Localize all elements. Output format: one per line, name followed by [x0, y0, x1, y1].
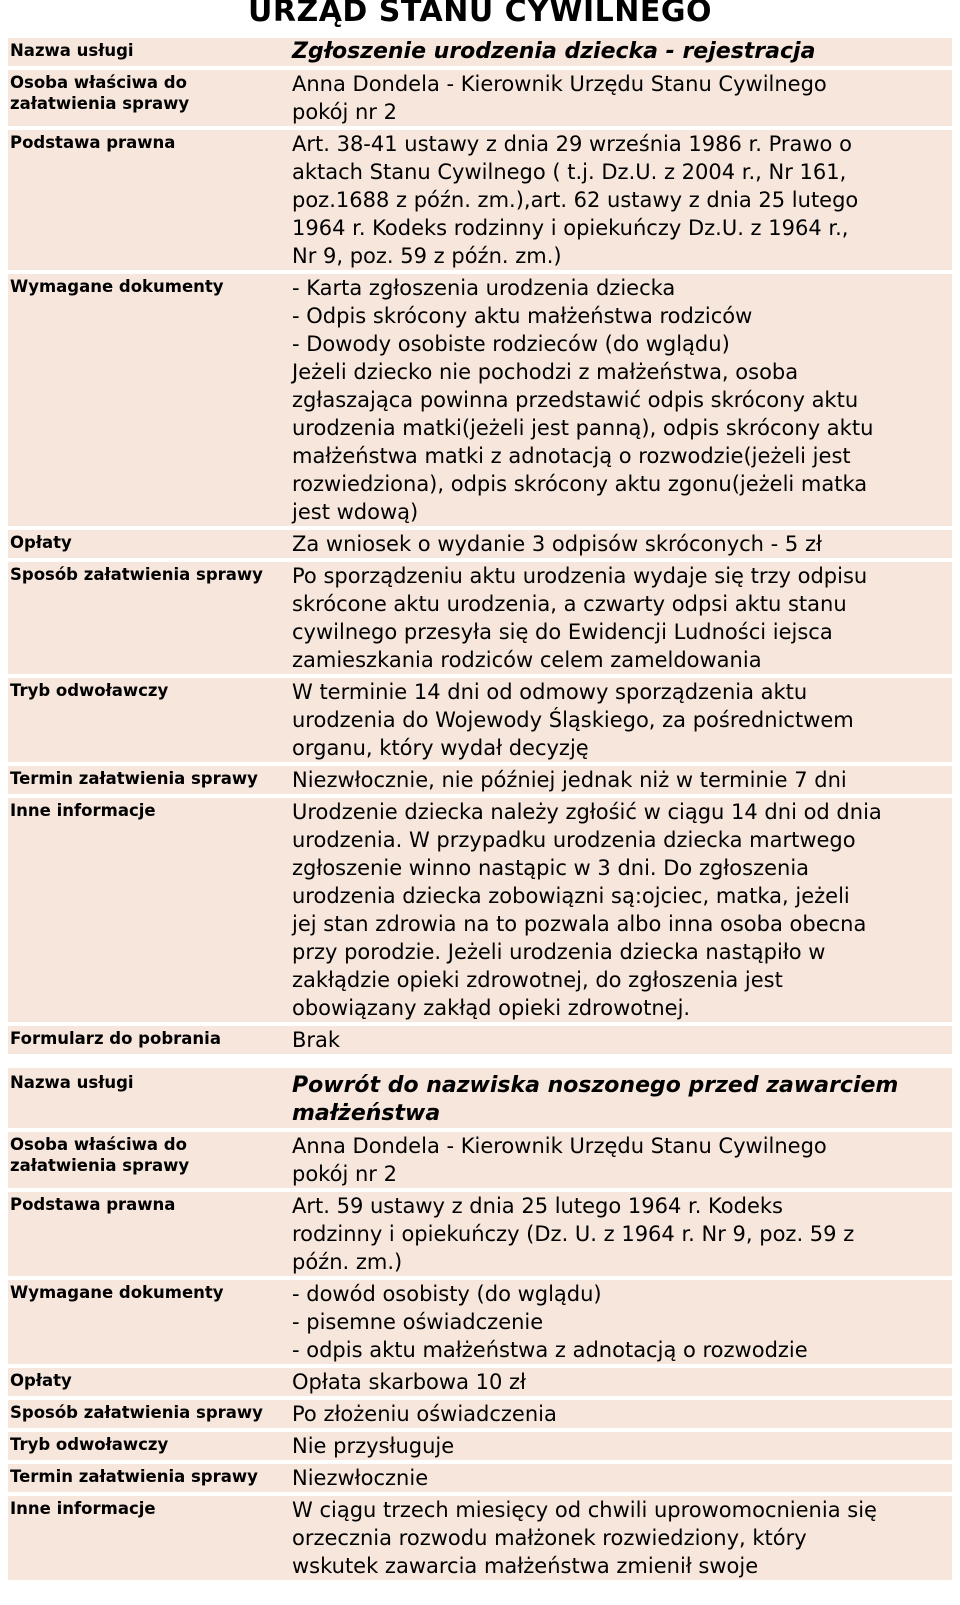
label-responsible-person: Osoba właściwa do załatwienia sprawy — [8, 70, 288, 126]
value-form-download: Brak — [288, 1026, 952, 1054]
value-required-documents: - dowód osobisty (do wglądu) - pisemne oświadczenie - odpis aktu małżeństwa z adnotacją o rozwodzie — [288, 1280, 952, 1364]
value-service-name: Powrót do nazwiska noszonego przed zawarciem małżeństwa — [288, 1068, 952, 1128]
value-other-info: Urodzenie dziecka należy zgłośić w ciągu 14 dni od dnia urodzenia. W przypadku urodzenia dziecka martwego zgłoszenie winno nastąpic w 3 dni. Do zgłoszenia urodzenia dziecka zobowiązni są:ojciec, matka, jeżeli jej stan zdrowia na to pozwala albo inna osoba obecna przy porodzie. Jeżeli urodzenia dziecka nastąpiło w zakłądzie opieki zdrowotnej, do zgłoszenia jest obowiązany zakłąd opieki zdrowotnej. — [288, 798, 952, 1022]
row-appeal-procedure — [8, 1432, 952, 1460]
value-deadline: Niezwłocznie, nie później jednak niż w terminie 7 dni — [288, 766, 952, 794]
value-deadline: Niezwłocznie — [288, 1464, 952, 1492]
value-other-info: W ciągu trzech miesięcy od chwili uprowomocnienia się orzecznia rozwodu małżonek rozwiedziony, który wskutek zawarcia małżeństwa zmienił swoje — [288, 1496, 952, 1580]
row-responsible-person — [8, 70, 952, 126]
row-service-name — [8, 1068, 952, 1128]
value-appeal-procedure: Nie przysługuje — [288, 1432, 952, 1460]
row-deadline — [8, 766, 952, 794]
service-table-surname-return — [8, 1064, 952, 1584]
label-appeal-procedure: Tryb odwoławczy — [8, 1432, 288, 1460]
label-appeal-procedure: Tryb odwoławczy — [8, 678, 288, 762]
page-title: URZĄD STANU CYWILNEGO — [248, 0, 712, 29]
label-handling-method: Sposób załatwienia sprawy — [8, 1400, 288, 1428]
row-required-documents — [8, 274, 952, 526]
label-required-documents: Wymagane dokumenty — [8, 1280, 288, 1364]
value-required-documents: - Karta zgłoszenia urodzenia dziecka - Odpis skrócony aktu małżeństwa rodziców - Dowody osobiste rodzieców (do wglądu) Jeżeli dziecko nie pochodzi z małżeństwa, osoba zgłaszająca powinna przedstawić odpis skrócony aktu urodzenia matki(jeżeli jest panną), odpis skrócony aktu małżeństwa matki z adnotacją o rozwodzie(jeżeli jest rozwiedziona), odpis skrócony aktu zgonu(jeżeli matka jest wdową) — [288, 274, 952, 526]
label-deadline: Termin załatwienia sprawy — [8, 766, 288, 794]
label-required-documents: Wymagane dokumenty — [8, 274, 288, 526]
value-service-name: Zgłoszenie urodzenia dziecka - rejestracja — [288, 38, 952, 66]
row-legal-basis — [8, 130, 952, 270]
row-form-download — [8, 1026, 952, 1054]
row-other-info — [8, 798, 952, 1022]
row-legal-basis — [8, 1192, 952, 1276]
service-table-birth-registration — [8, 34, 952, 1058]
row-fees — [8, 530, 952, 558]
row-required-documents — [8, 1280, 952, 1364]
label-legal-basis: Podstawa prawna — [8, 1192, 288, 1276]
label-service-name: Nazwa usługi — [8, 38, 288, 66]
row-service-name — [8, 38, 952, 66]
label-form-download: Formularz do pobrania — [8, 1026, 288, 1054]
label-responsible-person: Osoba właściwa do załatwienia sprawy — [8, 1132, 288, 1188]
label-other-info: Inne informacje — [8, 798, 288, 1022]
label-fees: Opłaty — [8, 530, 288, 558]
value-fees: Opłata skarbowa 10 zł — [288, 1368, 952, 1396]
value-responsible-person: Anna Dondela - Kierownik Urzędu Stanu Cywilnego pokój nr 2 — [288, 70, 952, 126]
label-deadline: Termin załatwienia sprawy — [8, 1464, 288, 1492]
value-responsible-person: Anna Dondela - Kierownik Urzędu Stanu Cywilnego pokój nr 2 — [288, 1132, 952, 1188]
row-fees — [8, 1368, 952, 1396]
row-other-info — [8, 1496, 952, 1580]
row-appeal-procedure — [8, 678, 952, 762]
value-legal-basis: Art. 59 ustawy z dnia 25 lutego 1964 r. Kodeks rodzinny i opiekuńczy (Dz. U. z 1964 r. Nr 9, poz. 59 z późn. zm.) — [288, 1192, 952, 1276]
label-service-name: Nazwa usługi — [8, 1068, 288, 1128]
value-fees: Za wniosek o wydanie 3 odpisów skróconych - 5 zł — [288, 530, 952, 558]
label-legal-basis: Podstawa prawna — [8, 130, 288, 270]
label-other-info: Inne informacje — [8, 1496, 288, 1580]
value-legal-basis: Art. 38-41 ustawy z dnia 29 września 1986 r. Prawo o aktach Stanu Cywilnego ( t.j. Dz.U. z 2004 r., Nr 161, poz.1688 z późn. zm.),art. 62 ustawy z dnia 25 lutego 1964 r. Kodeks rodzinny i opiekuńczy Dz.U. z 1964 r., Nr 9, poz. 59 z późn. zm.) — [288, 130, 952, 270]
row-responsible-person — [8, 1132, 952, 1188]
row-handling-method — [8, 562, 952, 674]
value-handling-method: Po złożeniu oświadczenia — [288, 1400, 952, 1428]
row-deadline — [8, 1464, 952, 1492]
value-handling-method: Po sporządzeniu aktu urodzenia wydaje się trzy odpisu skrócone aktu urodzenia, a czwarty odpsi aktu stanu cywilnego przesyła się do Ewidencji Ludności iejsca zamieszkania rodziców celem zameldowania — [288, 562, 952, 674]
value-appeal-procedure: W terminie 14 dni od odmowy sporządzenia aktu urodzenia do Wojewody Śląskiego, za pośrednictwem organu, który wydał decyzję — [288, 678, 952, 762]
label-handling-method: Sposób załatwienia sprawy — [8, 562, 288, 674]
label-fees: Opłaty — [8, 1368, 288, 1396]
row-handling-method — [8, 1400, 952, 1428]
